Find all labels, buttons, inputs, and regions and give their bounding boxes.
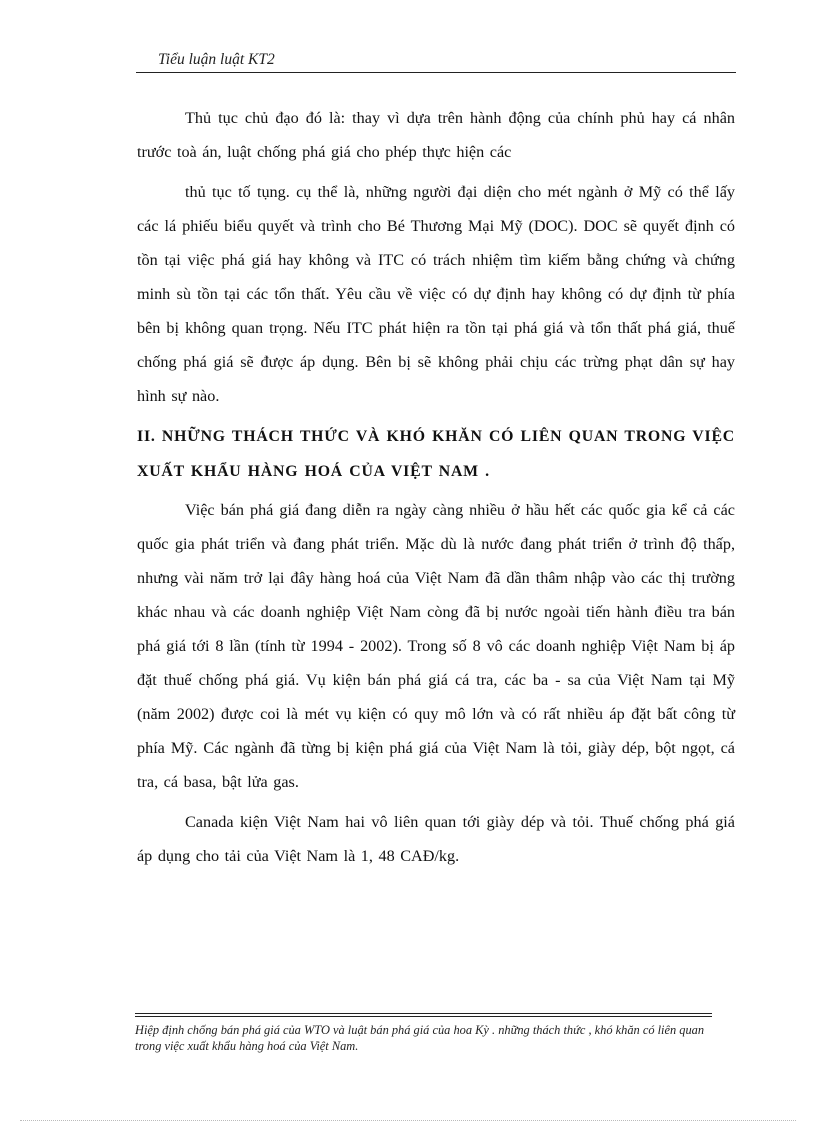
paragraph-1-start: Thủ tục chủ đạo đó là: thay vì dựa trên hành động của chính phủ hay cá nhân trước toà án, luật chống phá giá cho phép thực hiện các [137,109,735,161]
document-body [137,101,735,873]
footer-double-rule [135,1013,712,1017]
page-footer [135,1013,712,1054]
paragraph-3: Canada kiện Việt Nam hai vô liên quan tới giày dép và tỏi. Thuế chống phá giá áp dụng cho tải của Việt Nam là 1, 48 CAĐ/kg. [137,813,735,865]
footer-text: Hiệp định chống bán phá giá của WTO và luật bán phá giá của hoa Kỳ . những thách thức , khó khăn có liên quan trong việc xuất khẩu hàng hoá của Việt Nam. [135,1023,705,1053]
paragraph-1-continued: thủ tục tố tụng. cụ thể là, những người đại diện cho mét ngành ở Mỹ có thể lấy các lá phiếu biểu quyết và trình cho Bé Thương Mại Mỹ (DOC). DOC sẽ quyết định có tồn tại việc phá giá hay không và ITC có trách nhiệm tìm kiếm bằng chứng và chứng minh sù tồn tại các tổn thất. Yêu cầu về việc có dự định hay không có dự định từ phía bên bị không quan trọng. Nếu ITC phát hiện ra tồn tại phá giá và tổn thất phá giá, thuế chống phá giá sẽ được áp dụng. Bên bị sẽ không phải chịu các trừng phạt dân sự hay hình sự nào. [137,183,735,405]
header-title: Tiểu luận luật KT2 [158,51,275,68]
page-header [136,49,736,73]
paragraph-2: Việc bán phá giá đang diễn ra ngày càng nhiều ở hầu hết các quốc gia kể cả các quốc gia phát triển và đang phát triển. Mặc dù là nước đang phát triển ở trình độ thấp, nhưng vài năm trở lại đây hàng hoá của Việt Nam đã dần thâm nhập vào các thị trường khác nhau và các doanh nghiệp Việt Nam còng đã bị nước ngoài tiến hành điều tra bán phá giá tới 8 lần (tính từ 1994 - 2002). Trong số 8 vô các doanh nghiệp Việt Nam bị áp đặt thuế chống phá giá. Vụ kiện bán phá giá cá tra, các ba - sa của Việt Nam tại Mỹ (năm 2002) được coi là mét vụ kiện có quy mô lớn và có rất nhiều áp đặt bất công từ phía Mỹ. Các ngành đã từng bị kiện phá giá của Việt Nam là tỏi, giày dép, bột ngọt, cá tra, cá basa, bật lửa gas. [137,501,735,791]
section-heading: II. NHỮNG THÁCH THỨC VÀ KHÓ KHĂN CÓ LIÊN QUAN TRONG VIỆC XUẤT KHẨU HÀNG HOÁ CỦA VIỆT NAM . [137,428,735,480]
page-bottom-border [20,1120,796,1121]
